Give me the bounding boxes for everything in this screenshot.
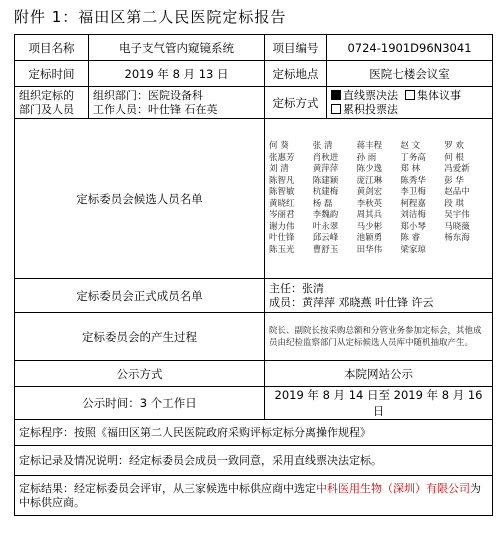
procedure-row [15, 420, 493, 446]
candidate-name: 孙 雨 [356, 152, 377, 163]
candidates-list [265, 119, 493, 279]
generation-label: 定标委员会的产生过程 [15, 313, 265, 361]
candidate-name: 邱云峰 [312, 233, 339, 243]
candidate-name: 冯爱新 [444, 164, 470, 174]
report-table [14, 34, 493, 516]
candidates-label: 定标委员会候选人员名单 [15, 119, 265, 279]
candidate-row [269, 222, 488, 234]
candidate-name: 池颖勇 [356, 233, 383, 243]
place-value: 医院七楼会议室 [327, 61, 493, 87]
members-label: 定标委员会正式成员名单 [15, 279, 265, 313]
candidate-name: 李魏韵 [312, 210, 339, 220]
place-label: 定标地点 [265, 61, 327, 87]
candidate-name: 刘 清 [269, 164, 289, 174]
candidate-name: 吴宇伟 [444, 210, 470, 220]
candidate-row [269, 176, 488, 188]
org-dept: 组织部门：医院设备科 [93, 88, 203, 102]
project-name-value: 电子支气管内窥镜系统 [89, 35, 265, 61]
candidate-name: 李秋英 [356, 198, 383, 209]
unchecked-box-icon [331, 104, 341, 114]
page-title: 附件 1：福田区第二人民医院定标报告 [14, 8, 287, 26]
candidate-row [269, 153, 488, 165]
candidate-name: 岑丽君 [269, 210, 295, 220]
candidate-name [444, 245, 488, 257]
candidate-name: 马少彬 [356, 221, 383, 232]
candidate-name: 杭建梅 [312, 187, 339, 197]
candidate-row [269, 141, 488, 153]
method-option-3: 累积投票法 [343, 102, 398, 116]
candidate-name: 李卫梅 [400, 187, 426, 197]
candidate-name: 叶仕锋 [269, 233, 295, 243]
org-staff: 工作人员：叶仕锋 石在英 [93, 102, 218, 116]
candidate-name: 陈少逸 [356, 164, 383, 174]
candidate-name: 陈秀华 [400, 175, 426, 186]
org-label: 组织定标的部门及人员 [15, 87, 89, 119]
members-director: 主任：张清 [269, 281, 324, 295]
candidate-name: 郑 林 [400, 164, 421, 174]
candidate-name: 罗 欢 [444, 141, 464, 151]
candidate-name: 丁务高 [400, 152, 426, 163]
unchecked-box-icon [405, 90, 415, 100]
pub-time-label: 公示时间：3 个工作日 [15, 387, 265, 420]
candidate-name: 梁家琼 [400, 244, 426, 255]
result-text-post: 为中标供应商。 [19, 481, 481, 509]
project-no-value: 0724-1901D96N3041 [327, 35, 493, 61]
procedure-label: 定标程序： [19, 425, 74, 439]
candidate-name: 陈 睿 [400, 233, 421, 243]
record-label: 定标记录及情况说明： [19, 453, 129, 467]
result-text-pre: 经定标委员会评审，从三家候选中标供应商中选定 [74, 481, 316, 495]
project-no-label: 项目编号 [265, 35, 327, 61]
candidate-name: 何 根 [444, 152, 464, 163]
method-label: 定标方式 [265, 87, 327, 119]
method-option-1: 直线票决法 [343, 88, 398, 102]
members-value [265, 279, 493, 313]
candidate-name: 黄晓红 [269, 198, 295, 209]
pub-time-value: 2019 年 8 月 14 日至 2019 年 8 月 16 日 [265, 387, 493, 420]
candidate-row [269, 233, 488, 245]
candidate-name: 谢力伟 [269, 221, 295, 232]
candidate-name: 陈智凡 [269, 175, 295, 186]
candidate-name: 黄萍萍 [312, 164, 339, 174]
candidate-name: 张 清 [312, 141, 333, 151]
candidate-name: 马晓薇 [444, 221, 470, 232]
candidate-name: 张惠芳 [269, 152, 295, 163]
candidate-name: 曹舒玉 [312, 244, 339, 255]
candidate-name: 柯程嘉 [400, 198, 426, 209]
result-label: 定标结果： [19, 481, 74, 495]
candidate-name: 杨 磊 [312, 198, 333, 209]
procedure-value: 按照《福田区第二人民医院政府采购评标定标分离操作规程》 [74, 425, 371, 439]
candidate-row [269, 187, 488, 199]
candidate-row [269, 210, 488, 222]
method-value [327, 87, 493, 119]
record-row [15, 446, 493, 476]
publicity-value: 本院网站公示 [265, 361, 493, 387]
candidate-name: 田华伟 [356, 244, 383, 255]
org-value [89, 87, 265, 119]
result-row [15, 476, 493, 516]
candidate-name: 段 琪 [444, 198, 464, 209]
candidate-name: 赵 文 [400, 141, 421, 151]
time-label: 定标时间 [15, 61, 89, 87]
candidate-name: 杨东海 [444, 233, 470, 243]
checked-box-icon [331, 90, 341, 100]
candidate-row [269, 245, 488, 257]
candidate-row [269, 199, 488, 211]
candidate-name: 刘洁梅 [400, 210, 426, 220]
candidate-name: 叶永翠 [312, 221, 339, 232]
candidate-name: 周其兵 [356, 210, 383, 220]
winning-supplier: 中科医用生物（深圳）有限公司 [316, 481, 470, 495]
candidate-name: 陈玉光 [269, 244, 295, 255]
candidate-name: 陈建颖 [312, 175, 339, 186]
record-value: 经定标委员会成员一致同意，采用直线票决法定标。 [129, 453, 382, 467]
publicity-label: 公示方式 [15, 361, 265, 387]
candidate-name: 郑小琴 [400, 221, 426, 232]
time-value: 2019 年 8 月 13 日 [89, 61, 265, 87]
candidate-name: 黄剑宏 [356, 187, 383, 197]
method-option-2: 集体议事 [417, 88, 461, 102]
candidate-row [269, 164, 488, 176]
generation-value: 院长、副院长按采购总额和分管业务参加定标会，其他成员由纪检监察部门从定标候选人员库中随机抽取产生。 [265, 313, 493, 361]
candidate-name: 陈智敏 [269, 187, 295, 197]
candidate-name: 蒋丰程 [356, 141, 383, 151]
candidate-name: 肖秋进 [312, 152, 339, 163]
candidate-name: 庞江琳 [356, 175, 383, 186]
candidate-name: 何 葵 [269, 141, 289, 151]
candidate-name: 赵品中 [444, 187, 470, 197]
members-list: 成员：黄萍萍 邓晓燕 叶仕锋 许云 [269, 295, 434, 309]
project-name-label: 项目名称 [15, 35, 89, 61]
candidate-name: 彭 华 [444, 175, 464, 186]
